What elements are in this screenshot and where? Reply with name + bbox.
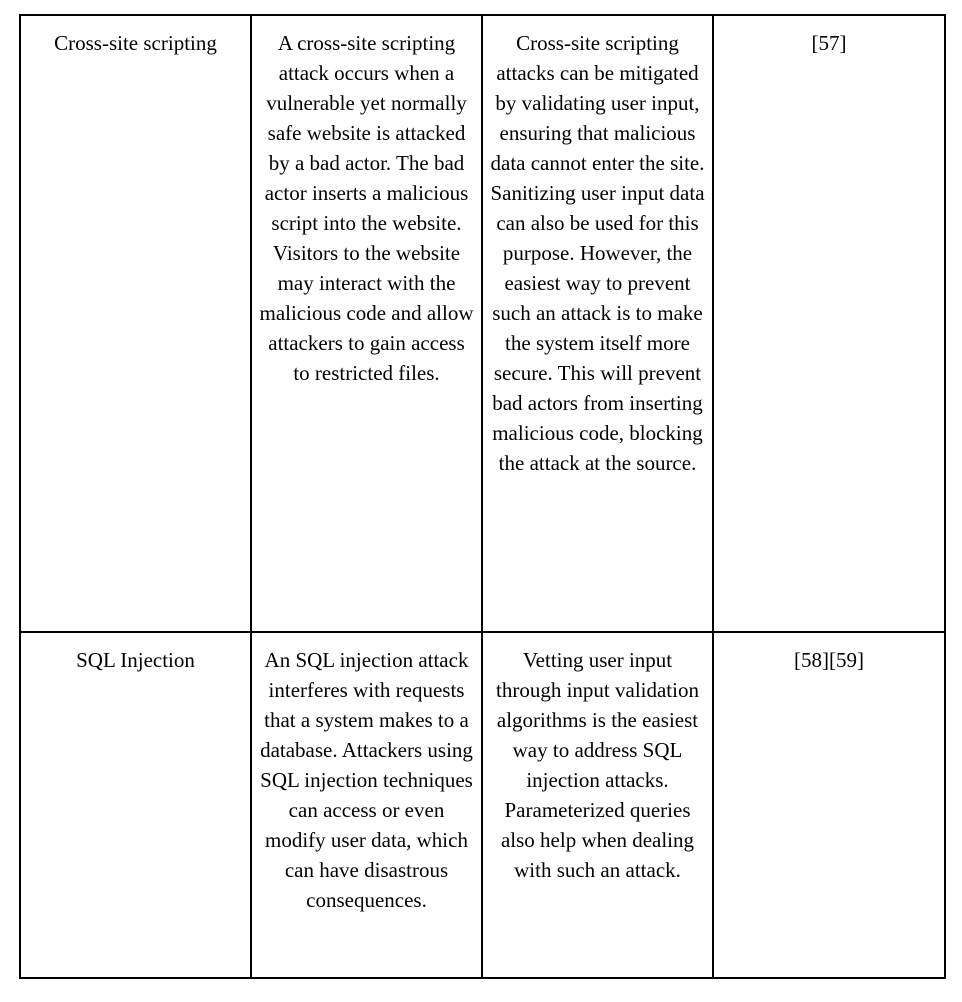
reference-cell — [713, 632, 945, 978]
table-row — [20, 632, 945, 978]
reference-cell — [713, 15, 945, 632]
table-row — [20, 15, 945, 632]
attack-description: A cross-site scripting attack occurs when a vulnerable yet normally safe website is attacked by a bad actor. The bad actor inserts a malicious script into the website. Visitors to the website may interact with the malicious code and allow attackers to gain access to restricted files. — [259, 31, 474, 385]
attack-name-cell — [20, 632, 251, 978]
mitigation-cell — [482, 632, 713, 978]
attack-name: Cross-site scripting — [54, 31, 217, 55]
attack-mitigation: Cross-site scripting attacks can be mitigated by validating user input, ensuring that malicious data cannot enter the site. Sanitizing user input data can also be used for this purpose. However, the easiest way to prevent such an attack is to make the system itself more secure. This will prevent bad actors from inserting malicious code, blocking the attack at the source. — [490, 31, 705, 475]
attack-name: SQL Injection — [76, 648, 195, 672]
attack-name-cell — [20, 15, 251, 632]
attack-mitigation: Vetting user input through input validation algorithms is the easiest way to address SQL injection attacks. Parameterized queries also help when dealing with such an attack. — [496, 648, 699, 882]
attack-description: An SQL injection attack interferes with requests that a system makes to a database. Attackers using SQL injection techniques can access or even modify user data, which can have disastrous consequences. — [260, 648, 473, 912]
security-attacks-table — [19, 14, 946, 979]
description-cell — [251, 632, 482, 978]
citation-reference: [58][59] — [794, 648, 864, 672]
citation-reference: [57] — [811, 31, 847, 55]
mitigation-cell — [482, 15, 713, 632]
description-cell — [251, 15, 482, 632]
